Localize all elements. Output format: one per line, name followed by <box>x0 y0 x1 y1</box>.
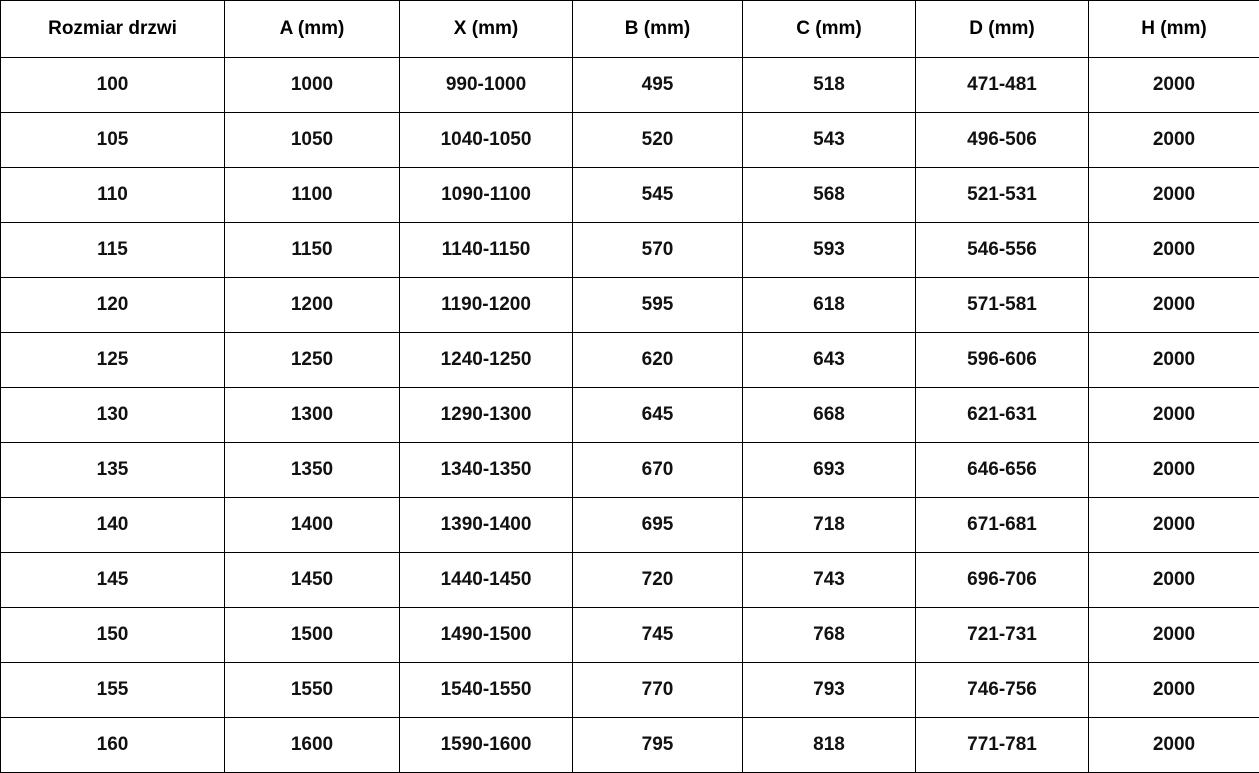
table-header <box>1 1 1259 58</box>
cell-rozmiar-drzwi: 110 <box>1 168 225 223</box>
cell-b: 570 <box>573 223 743 278</box>
cell-x: 1390-1400 <box>400 498 573 553</box>
column-header-d: D (mm) <box>916 1 1089 58</box>
cell-d: 646-656 <box>916 443 1089 498</box>
cell-x: 1040-1050 <box>400 113 573 168</box>
cell-rozmiar-drzwi: 115 <box>1 223 225 278</box>
cell-d: 696-706 <box>916 553 1089 608</box>
cell-x: 1590-1600 <box>400 718 573 773</box>
cell-h: 2000 <box>1089 278 1259 333</box>
cell-a: 1200 <box>225 278 400 333</box>
cell-x: 990-1000 <box>400 58 573 113</box>
cell-h: 2000 <box>1089 608 1259 663</box>
cell-x: 1290-1300 <box>400 388 573 443</box>
cell-d: 571-581 <box>916 278 1089 333</box>
table-header-row <box>1 1 1259 58</box>
cell-x: 1090-1100 <box>400 168 573 223</box>
cell-c: 543 <box>743 113 916 168</box>
table-row <box>1 443 1259 498</box>
cell-d: 471-481 <box>916 58 1089 113</box>
table-row <box>1 113 1259 168</box>
cell-c: 718 <box>743 498 916 553</box>
cell-h: 2000 <box>1089 113 1259 168</box>
cell-c: 618 <box>743 278 916 333</box>
cell-c: 593 <box>743 223 916 278</box>
cell-c: 743 <box>743 553 916 608</box>
column-header-x: X (mm) <box>400 1 573 58</box>
cell-d: 621-631 <box>916 388 1089 443</box>
cell-b: 770 <box>573 663 743 718</box>
cell-h: 2000 <box>1089 663 1259 718</box>
cell-rozmiar-drzwi: 155 <box>1 663 225 718</box>
cell-rozmiar-drzwi: 120 <box>1 278 225 333</box>
cell-c: 693 <box>743 443 916 498</box>
cell-b: 545 <box>573 168 743 223</box>
cell-b: 595 <box>573 278 743 333</box>
cell-a: 1150 <box>225 223 400 278</box>
cell-a: 1450 <box>225 553 400 608</box>
cell-rozmiar-drzwi: 135 <box>1 443 225 498</box>
cell-rozmiar-drzwi: 125 <box>1 333 225 388</box>
cell-b: 520 <box>573 113 743 168</box>
cell-x: 1240-1250 <box>400 333 573 388</box>
column-header-a: A (mm) <box>225 1 400 58</box>
cell-rozmiar-drzwi: 105 <box>1 113 225 168</box>
column-header-rozmiar-drzwi: Rozmiar drzwi <box>1 1 225 58</box>
cell-b: 495 <box>573 58 743 113</box>
cell-b: 620 <box>573 333 743 388</box>
table-row <box>1 388 1259 443</box>
column-header-c: C (mm) <box>743 1 916 58</box>
cell-h: 2000 <box>1089 498 1259 553</box>
cell-a: 1100 <box>225 168 400 223</box>
table-row <box>1 333 1259 388</box>
cell-b: 695 <box>573 498 743 553</box>
cell-a: 1050 <box>225 113 400 168</box>
cell-a: 1350 <box>225 443 400 498</box>
cell-c: 643 <box>743 333 916 388</box>
cell-a: 1000 <box>225 58 400 113</box>
cell-h: 2000 <box>1089 388 1259 443</box>
cell-d: 671-681 <box>916 498 1089 553</box>
cell-rozmiar-drzwi: 140 <box>1 498 225 553</box>
table-row <box>1 278 1259 333</box>
table-row <box>1 498 1259 553</box>
cell-b: 795 <box>573 718 743 773</box>
column-header-h: H (mm) <box>1089 1 1259 58</box>
cell-d: 546-556 <box>916 223 1089 278</box>
cell-h: 2000 <box>1089 223 1259 278</box>
cell-d: 596-606 <box>916 333 1089 388</box>
cell-c: 793 <box>743 663 916 718</box>
cell-a: 1600 <box>225 718 400 773</box>
cell-a: 1400 <box>225 498 400 553</box>
cell-a: 1300 <box>225 388 400 443</box>
cell-c: 668 <box>743 388 916 443</box>
cell-c: 568 <box>743 168 916 223</box>
cell-x: 1190-1200 <box>400 278 573 333</box>
cell-h: 2000 <box>1089 443 1259 498</box>
cell-b: 720 <box>573 553 743 608</box>
table-row <box>1 58 1259 113</box>
cell-rozmiar-drzwi: 100 <box>1 58 225 113</box>
cell-x: 1490-1500 <box>400 608 573 663</box>
table-row <box>1 553 1259 608</box>
cell-h: 2000 <box>1089 718 1259 773</box>
cell-a: 1550 <box>225 663 400 718</box>
cell-x: 1440-1450 <box>400 553 573 608</box>
cell-b: 745 <box>573 608 743 663</box>
cell-d: 496-506 <box>916 113 1089 168</box>
cell-d: 771-781 <box>916 718 1089 773</box>
table-row <box>1 608 1259 663</box>
cell-h: 2000 <box>1089 333 1259 388</box>
cell-b: 670 <box>573 443 743 498</box>
column-header-b: B (mm) <box>573 1 743 58</box>
cell-d: 721-731 <box>916 608 1089 663</box>
cell-h: 2000 <box>1089 168 1259 223</box>
table-body <box>1 58 1259 773</box>
cell-d: 746-756 <box>916 663 1089 718</box>
cell-h: 2000 <box>1089 58 1259 113</box>
cell-rozmiar-drzwi: 130 <box>1 388 225 443</box>
cell-h: 2000 <box>1089 553 1259 608</box>
cell-c: 768 <box>743 608 916 663</box>
table-row <box>1 663 1259 718</box>
cell-rozmiar-drzwi: 150 <box>1 608 225 663</box>
cell-x: 1340-1350 <box>400 443 573 498</box>
table-row <box>1 168 1259 223</box>
cell-rozmiar-drzwi: 160 <box>1 718 225 773</box>
cell-b: 645 <box>573 388 743 443</box>
cell-d: 521-531 <box>916 168 1089 223</box>
cell-a: 1250 <box>225 333 400 388</box>
table-row <box>1 223 1259 278</box>
cell-a: 1500 <box>225 608 400 663</box>
cell-c: 818 <box>743 718 916 773</box>
cell-x: 1540-1550 <box>400 663 573 718</box>
cell-rozmiar-drzwi: 145 <box>1 553 225 608</box>
table-row <box>1 718 1259 773</box>
cell-c: 518 <box>743 58 916 113</box>
cell-x: 1140-1150 <box>400 223 573 278</box>
